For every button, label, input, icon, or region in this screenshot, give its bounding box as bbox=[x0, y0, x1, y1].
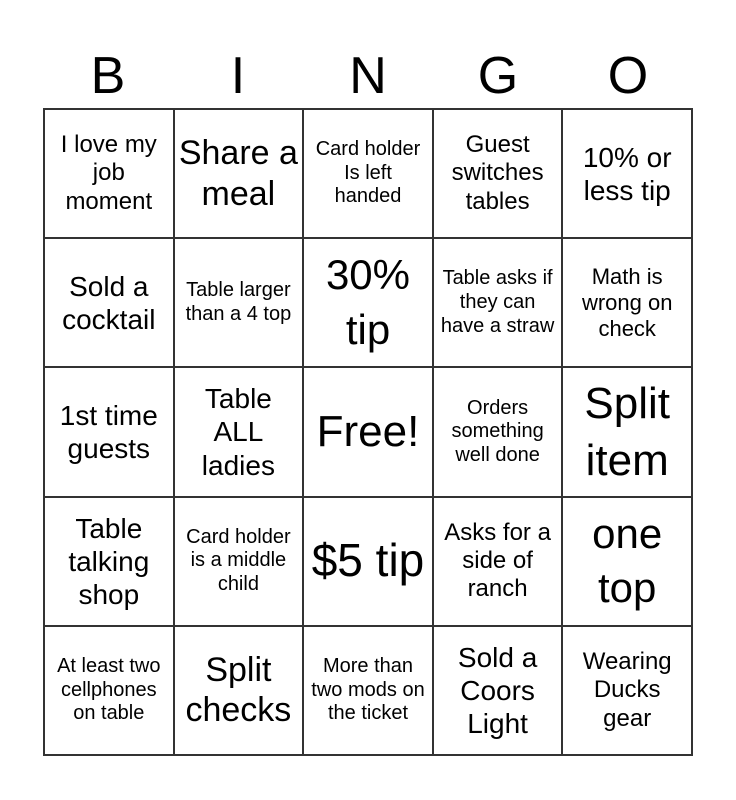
bingo-cell[interactable]: More than two mods on the ticket bbox=[303, 626, 433, 755]
bingo-cell[interactable]: Card holder Is left handed bbox=[303, 109, 433, 238]
bingo-cell[interactable]: Math is wrong on check bbox=[562, 238, 692, 367]
bingo-cell[interactable]: At least two cellphones on table bbox=[44, 626, 174, 755]
header-letter-b: B bbox=[90, 47, 126, 105]
bingo-header bbox=[43, 44, 693, 108]
bingo-cell[interactable]: 1st time guests bbox=[44, 367, 174, 496]
bingo-cell[interactable]: Share a meal bbox=[174, 109, 304, 238]
bingo-cell[interactable]: 30% tip bbox=[303, 238, 433, 367]
bingo-cell[interactable]: Table ALL ladies bbox=[174, 367, 304, 496]
header-letter-g: G bbox=[477, 47, 519, 105]
bingo-cell[interactable]: 10% or less tip bbox=[562, 109, 692, 238]
bingo-cell[interactable]: Sold a Coors Light bbox=[433, 626, 563, 755]
bingo-cell[interactable]: Card holder is a middle child bbox=[174, 497, 304, 626]
bingo-cell[interactable]: Guest switches tables bbox=[433, 109, 563, 238]
bingo-cell[interactable]: Table larger than a 4 top bbox=[174, 238, 304, 367]
bingo-cell[interactable]: Split item bbox=[562, 367, 692, 496]
bingo-cell[interactable]: Asks for a side of ranch bbox=[433, 497, 563, 626]
bingo-cell[interactable]: I love my job moment bbox=[44, 109, 174, 238]
bingo-cell[interactable]: Orders something well done bbox=[433, 367, 563, 496]
bingo-cell[interactable]: Table talking shop bbox=[44, 497, 174, 626]
bingo-cell[interactable]: Split checks bbox=[174, 626, 304, 755]
bingo-board bbox=[43, 108, 693, 756]
header-letter-n: N bbox=[349, 47, 387, 105]
bingo-cell[interactable]: $5 tip bbox=[303, 497, 433, 626]
bingo-cell[interactable]: Sold a cocktail bbox=[44, 238, 174, 367]
header-letter-o: O bbox=[607, 47, 649, 105]
bingo-cell[interactable]: Wearing Ducks gear bbox=[562, 626, 692, 755]
bingo-cell[interactable]: Table asks if they can have a straw bbox=[433, 238, 563, 367]
header-letter-i: I bbox=[230, 47, 246, 105]
free-space[interactable]: Free! bbox=[303, 367, 433, 496]
bingo-cell[interactable]: one top bbox=[562, 497, 692, 626]
